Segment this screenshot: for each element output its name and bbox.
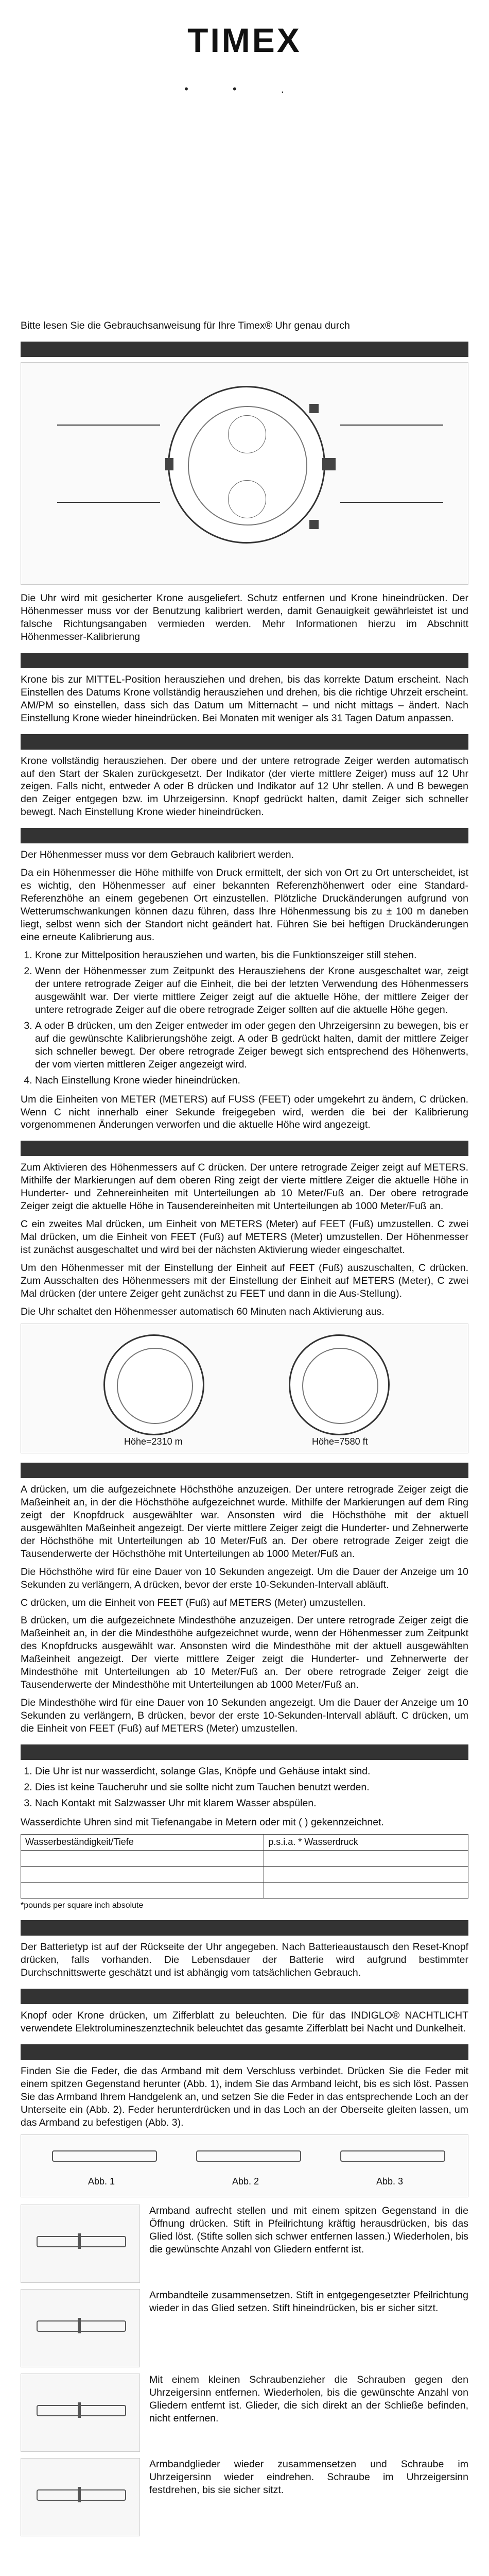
list-item: 1. Krone zur Mittelposition herausziehen und warten, bis die Funktionszeiger still stehen. [35,949,468,962]
table-cell [264,1866,468,1882]
water-note: *pounds per square inch absolute [21,1901,144,1910]
table-cell [21,1850,264,1866]
calibration-steps [35,949,468,1087]
section-bar [21,342,468,357]
table-header: p.s.i.a. * Wasserdruck [264,1834,468,1850]
light-text: Knopf oder Krone drücken, um Zifferblatt zu beleuchten. Die für das INDIGLO® NACHTLICHT verwendete Elektrolumineszenztechnik beleuchtet das gesamte Zifferblatt bei Nacht und Dunkelheit. [21,2010,468,2035]
band-illustration [21,2205,140,2283]
altimeter-diagram [21,1324,468,1453]
band-text-1: Finden Sie die Feder, die das Armband mit dem Verschluss verbindet. Drücken Sie die Feder mit einem spitzen Gegenstand herunter (Abb. 1), indem Sie das Armband leicht, bis es sich löst. Passen Sie das Armband Ihrem Handgelenk an, und setzen Sie die Feder in das entsprechende Loch an der Unterseite ein (Abb. 2). Feder herunterdrücken und in das Loch an der Oberseite gleiten lassen, um das Armband zu befestigen (Abb. 3). [21,2065,468,2128]
list-item: 3. A oder B drücken, um den Zeiger entweder im oder gegen den Uhrzeigersinn zu bewegen, bis er auf die gewünschte Kalibrierungshöhe zeigt. A oder B gedrückt halten, damit der mittlere Zeiger sich schneller bewegt. Der obere retrograde Zeiger bewegt sich entsprechend des Höhenwerts, der vom vierten mittleren Zeiger angezeigt wird. [35,1020,468,1071]
band-text-3: Armbandteile zusammensetzen. Stift in entgegengesetzter Pfeilrichtung wieder in das Glied setzen. Stift hineindrücken, bis er sicher sitzt. [149,2289,468,2314]
battery-text: Der Batterietyp ist auf der Rückseite der Uhr angegeben. Nach Batterieaustausch den Reset-Knopf drücken, falls vorhanden. Die Lebensdauer der Batterie wird aufgrund bestimmter Durchschnittswerte geschätzt und ist abhängig vom tatsächlichen Gebrauch. [21,1941,468,1979]
band-row-2 [21,2289,468,2367]
section-bar [21,1141,468,1156]
table-cell [21,1882,264,1898]
band-illustration [21,2289,140,2367]
calibration-intro-1: Der Höhenmesser muss vor dem Gebrauch kalibriert werden. [21,849,294,861]
list-item: 3. Nach Kontakt mit Salzwasser Uhr mit klarem Wasser abspülen. [35,1797,468,1810]
fig-label-2: Abb. 2 [232,2176,259,2187]
section-bar [21,1463,468,1478]
hands-text: Krone vollständig herausziehen. Der obere und der untere retrograde Zeiger werden automatisch auf den Start der Skalen zurückgesetzt. Der Indikator (der vierte mittlere Zeiger) muss auf 12 Uhr zeigen. Falls nicht, entweder A oder B drücken und Indikator auf 12 Uhr stellen. A und B bewegen den Zeiger entgegen bzw. im Uhrzeigersinn. Knopf gedrückt halten, damit Zeiger sich schneller bewegt. Nach Einstellung Krone wieder hineindrücken. [21,755,468,818]
table-cell [21,1866,264,1882]
list-item: 1. Die Uhr ist nur wasserdicht, solange Glas, Knöpfe und Gehäuse intakt sind. [35,1765,468,1778]
altimeter-text-2: C ein zweites Mal drücken, um Einheit von METERS (Meter) auf FEET (Fuß) umzustellen. C zwei Mal drücken, um die Einheit von FEET (Fuß) auf METERS (Meter) umzustellen. Der Höhenmesser ist zunächst ausgeschaltet und wird bei der nächsten Aktivierung wieder eingeschaltet. [21,1218,468,1256]
button-b [309,520,319,529]
list-item: 2. Dies ist keine Taucheruhr und sie sollte nicht zum Tauchen benutzt werden. [35,1781,468,1794]
band-illustration [21,2374,140,2452]
section-bar [21,2044,468,2060]
min-altitude-text-1: B drücken, um die aufgezeichnete Mindesthöhe anzuzeigen. Der untere retrograde Zeiger zeigt die Maßeinheit an, in der die Mindesthöhe aufgezeichnet wurde, wenn der Höhenmesser zum Zeitpunkt des Knopfdrucks ausgewählt war. Ansonsten wird die Mindesthöhe mit der aktuell ausgewählten Maßeinheit angezeigt. Der vierte mittlere Zeiger zeigt die Hunderter- und Zehnerwerte der Mindesthöhe mit Unterteilungen ab 10 Meter/Fuß an. Der obere retrograde Zeiger zeigt die Tausenderwerte der Mindesthöhe mit Unterteilungen ab 1000 Meter/Fuß an. [21,1615,468,1691]
band-text-5: Armbandglieder wieder zusammensetzen und Schraube im Uhrzeigersinn wieder eindrehen. Schraube im Uhrzeigersinn festdrehen, bis sie sicher sitzt. [149,2458,468,2496]
max-altitude-text-1: A drücken, um die aufgezeichnete Höchsthöhe anzuzeigen. Der untere retrograde Zeiger zeigt die Maßeinheit an, in der die Höchsthöhe aufgezeichnet wurde. Mithilfe der Markierungen auf dem Ring zeigt der Knopfdruck ausgewählter war. Ansonsten wird die Höchsthöhe mit der aktuell ausgewählten Maßeinheit angezeigt. Der vierte mittlere Zeiger zeigt die Hunderter- und Zehnerwerte der Höchsthöhe mit Unterteilungen ab 10 Meter/Fuß an. Der obere retrograde Zeiger zeigt die Tausenderwerte der Höchsthöhe mit Unterteilungen ab 1000 Meter/Fuß an. [21,1483,468,1560]
band-row-1 [21,2205,468,2283]
water-intro: Wasserdichte Uhren sind mit Tiefenangabe in Metern oder mit ( ) gekennzeichnet. [21,1816,384,1828]
band-figures [21,2134,468,2197]
water-resistance-steps [35,1765,468,1810]
manual-page [21,319,468,2543]
units-text: Um die Einheiten von METER (METERS) auf FUSS (FEET) oder umgekehrt zu ändern, C drücken. Wenn C nicht innerhalb einer Sekunde freigegeben wird, werden die bei der Kalibrierung vorgenommenen Änderungen verworfen und die aktuelle Höhe wird angezeigt. [21,1093,468,1131]
band-text-4: Mit einem kleinen Schraubenzieher die Schrauben gegen den Uhrzeigersinn entfernen. Wiederholen, bis die gewünschte Anzahl von Gliedern entfernt ist. Glieder, die sich direkt an der Schließe befinden, nicht entfernen. [149,2374,468,2424]
altimeter-text-4: Die Uhr schaltet den Höhenmesser automatisch 60 Minuten nach Aktivierung aus. [21,1306,385,1317]
min-altitude-text-2: Die Mindesthöhe wird für eine Dauer von 10 Sekunden angezeigt. Um die Dauer der Anzeige um 10 Sekunden zu verlängern, B drücken, bevor der erste 10-Sekunden-Intervall abläuft. C drücken, um die Einheit von FEET (Fuß) auf METERS (Meter) umzustellen. [21,1697,468,1735]
altitude-label-feet: Höhe=7580 ft [312,1436,368,1447]
watch-face [168,386,325,544]
watch-face-meters [103,1334,204,1435]
table-header: Wasserbeständigkeit/Tiefe [21,1834,264,1850]
section-bar [21,1920,468,1936]
logo-dots: • • . [184,82,305,95]
max-altitude-text-3: C drücken, um die Einheit von FEET (Fuß) auf METERS (Meter) umzustellen. [21,1597,366,1608]
band-illustration [21,2458,140,2536]
section-bar [21,828,468,843]
button-a [309,404,319,413]
intro-text: Bitte lesen Sie die Gebrauchsanweisung für Ihre Timex® Uhr genau durch [21,320,350,331]
band-row-4 [21,2458,468,2536]
fig-label-3: Abb. 3 [376,2176,404,2187]
list-item: 4. Nach Einstellung Krone wieder hineindrücken. [35,1074,468,1087]
calibration-intro-2: Da ein Höhenmesser die Höhe mithilfe von Druck ermittelt, der sich von Ort zu Ort unterscheidet, ist es wichtig, den Höhenmesser auf einer bekannten Referenzhöhenwert oder eine Standard-Referenzhöhe an einem gegebenen Ort einzustellen. Plötzliche Druckänderungen aufgrund von Wetterumschwankungen können dazu führen, dass Ihre Höhenmessung bis zu ± 100 m daneben liegt, selbst wenn sich der Standort nicht geändert hat. Führen Sie bei heftigen Druckänderungen eine erneute Kalibrierung aus. [21,867,468,943]
watch-face-feet [289,1334,390,1435]
crown [322,458,336,470]
band-row-3 [21,2374,468,2452]
altimeter-text-1: Zum Aktivieren des Höhenmessers auf C drücken. Der untere retrograde Zeiger zeigt auf METERS. Mithilfe der Markierungen auf dem oberen Ring zeigt der vierte mittlere Zeiger die aktuelle Höhe in Hunderter- und Zehnereinheiten mit Unterteilungen ab 10 Meter/Fuß an. Der obere retrograde Zeiger zeigt die aktuelle Höhe in Tausendereinheiten mit Unterteilungen ab 1000 Meter/Fuß an. [21,1162,468,1212]
brand-logo: TIMEX [187,21,302,59]
altitude-label-meters: Höhe=2310 m [124,1436,183,1447]
time-setting-text: Krone bis zur MITTEL-Position herausziehen und drehen, bis das korrekte Datum erscheint. Nach Einstellen des Datums Krone vollständig herausziehen und drehen, bis die richtige Uhrzeit erscheint. AM/PM so einstellen, dass sich das Datum um Mitternacht – und nicht mittags – ändert. Nach Einstellung Krone wieder hineindrücken. Bei Monaten mit weniger als 31 Tagen Datum anpassen. [21,673,468,724]
section-bar [21,1744,468,1760]
table-cell [264,1850,468,1866]
button-c [165,458,173,470]
section-bar [21,1989,468,2004]
section-bar [21,734,468,750]
list-item: 2. Wenn der Höhenmesser zum Zeitpunkt des Herausziehens der Krone ausgeschaltet war, zeigt der untere retrograde Zeiger auf die Einheit, die bei der letzten Verwendung des Höhenmessers ausgewählt war. Der vierte mittlere Zeiger zeigt auf die aktuelle Höhe, der mittlere Zeiger der untere retrograde Zeiger auf die obere retrograde Zeiger sollten auf die aktuelle Höhe gegen. [35,965,468,1016]
table-cell [264,1882,468,1898]
watch-diagram [21,362,468,585]
fig-label-1: Abb. 1 [88,2176,115,2187]
altimeter-text-3: Um den Höhenmesser mit der Einstellung der Einheit auf FEET (Fuß) auszuschalten, C drücken. Zum Ausschalten des Höhenmessers mit der Einstellung der Einheit auf METERS (Meter), C zwei Mal drücken (der untere Zeiger geht zunächst zu FEET und dann in die Aus-Stellung). [21,1262,468,1299]
watch-caption: Die Uhr wird mit gesicherter Krone ausgeliefert. Schutz entfernen und Krone hineindrücken. Der Höhenmesser muss vor der Benutzung kalibriert werden, damit Genauigkeit gewährleistet ist und falsche Richtungsangaben vermieden werden. Mehr Informationen hierzu im Abschnitt Höhenmesser-Kalibrierung [21,592,468,642]
water-resistance-table [21,1834,468,1899]
band-text-2: Armband aufrecht stellen und mit einem spitzen Gegenstand in die Öffnung drücken. Stift in Pfeilrichtung kräftig herausdrücken, bis das Glied löst. (Stifte sollen sich schwer entfernen lassen.) Wiederholen, bis die gewünschte Anzahl von Gliedern entfernt ist. [149,2205,468,2255]
section-bar [21,653,468,668]
max-altitude-text-2: Die Höchsthöhe wird für eine Dauer von 10 Sekunden angezeigt. Um die Dauer der Anzeige um 10 Sekunden zu verlängern, A drücken, bevor der erste 10-Sekunden-Intervall abläuft. [21,1566,468,1590]
